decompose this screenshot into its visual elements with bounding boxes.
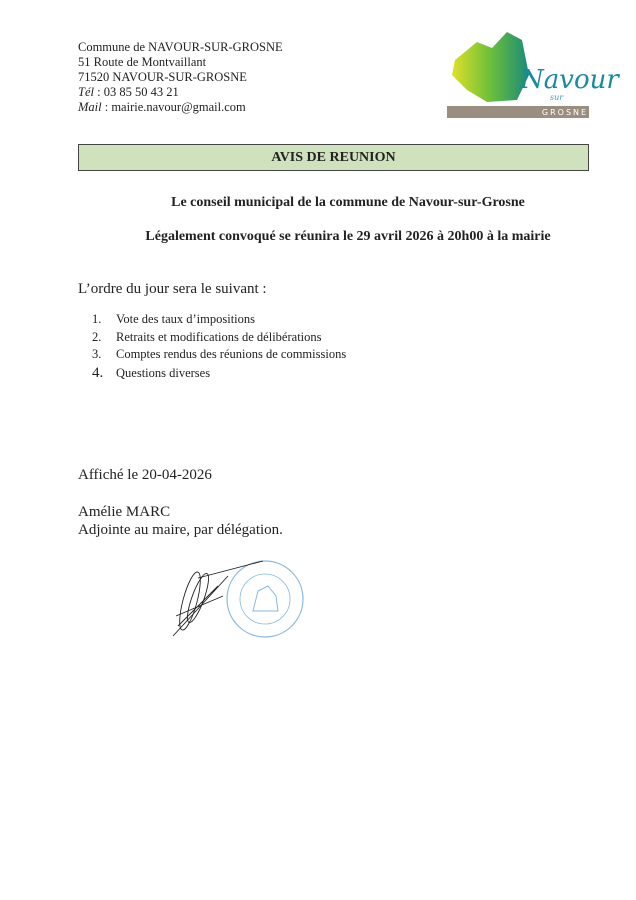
commune-name: Commune de NAVOUR-SUR-GROSNE: [78, 40, 283, 54]
title-banner: AVIS DE REUNION: [78, 144, 589, 171]
svg-text:sur: sur: [550, 93, 564, 102]
list-item: 3. Comptes rendus des réunions de commissions: [92, 347, 347, 361]
posted-date: Affiché le 20-04-2026: [78, 467, 212, 483]
street: 51 Route de Montvaillant: [78, 55, 207, 69]
list-item: 2. Retraits et modifications de délibérations: [92, 329, 322, 344]
signatory-name: Amélie MARC: [78, 504, 171, 520]
phone: Tél : 03 85 50 43 21: [78, 85, 179, 99]
agenda-list: [92, 312, 346, 382]
svg-text:Navour: Navour: [521, 65, 619, 95]
intro-line-1: Le conseil municipal de la commune de Navour-sur-Grosne: [171, 195, 525, 210]
intro-line-2: Légalement convoqué se réunira le 29 avril 2026 à 20h00 à la mairie: [145, 229, 551, 244]
city: 71520 NAVOUR-SUR-GROSNE: [78, 70, 247, 84]
signature-and-stamp: [168, 556, 303, 641]
agenda-heading: L’ordre du jour sera le suivant :: [78, 281, 267, 297]
signatory-block: [78, 503, 283, 539]
signatory-role: Adjointe au maire, par délégation.: [78, 522, 283, 538]
svg-text:GROSNE: GROSNE: [541, 108, 589, 117]
email: Mail : mairie.navour@gmail.com: [78, 100, 246, 114]
list-item: 4. Questions diverses: [92, 364, 211, 381]
commune-logo: [447, 30, 619, 118]
list-item: 1. Vote des taux d’impositions: [92, 312, 256, 326]
sender-address: [78, 40, 283, 115]
